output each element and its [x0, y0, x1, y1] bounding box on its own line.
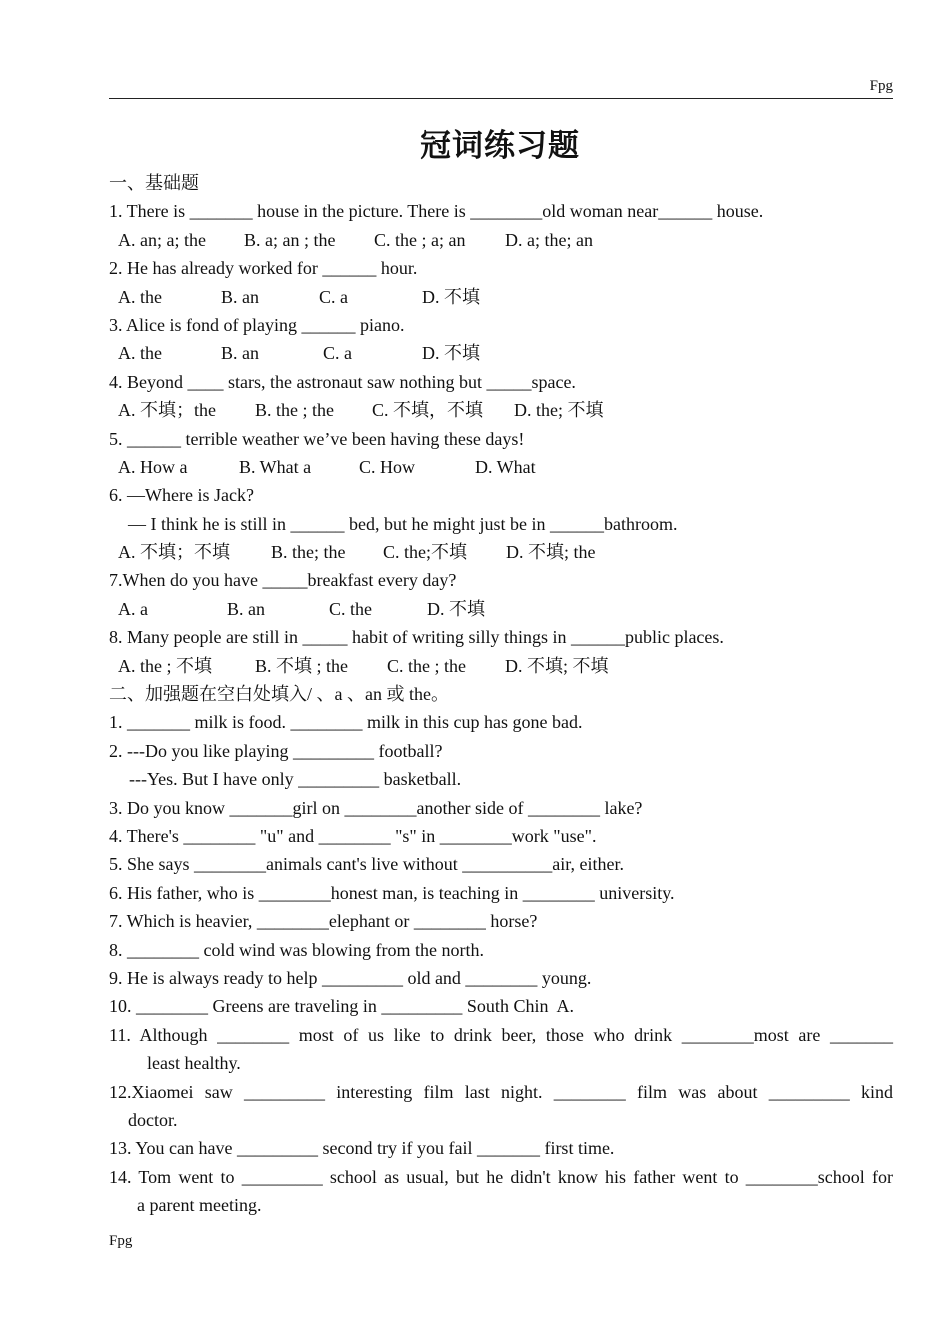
exercise-line: 8. ________ cold wind was blowing from the north. [109, 939, 484, 960]
header-text: Fpg [869, 78, 893, 94]
question-3-options [109, 339, 893, 367]
option-a: A. 不填；不填 [118, 542, 230, 563]
option-a: A. the ; 不填 [118, 655, 212, 676]
option-c: C. the ; the [387, 655, 466, 676]
option-a: A. How a [118, 456, 188, 477]
option-b: B. 不填 ; the [255, 655, 348, 676]
exercise-line: 10. ________ Greens are traveling in _________ South Chin A. [109, 996, 574, 1017]
exercise-line: 7. Which is heavier, ________elephant or ________ horse? [109, 911, 538, 932]
exercise-line: 4. There's ________ "u" and ________ "s" in ________work "use". [109, 825, 597, 846]
option-d: D. a; the; an [505, 229, 593, 250]
question-3-stem: 3. Alice is fond of playing ______ piano. [109, 314, 405, 335]
exercise-line: 14. Tom went to _________ school as usual, but he didn't know his father went to ________school for [109, 1166, 893, 1187]
question-6-options [109, 538, 893, 566]
exercise-line: 13. You can have _________ second try if you fail _______ first time. [109, 1138, 615, 1159]
question-6-stem-reply: — I think he is still in ______ bed, but he might just be in ______bathroom. [128, 513, 678, 534]
option-c: C. the;不填 [383, 542, 467, 563]
exercise-line: 6. His father, who is ________honest man, is teaching in ________ university. [109, 882, 675, 903]
question-2-options [109, 283, 893, 311]
document-title: 冠词练习题 [420, 128, 580, 164]
option-d: D. 不填 [422, 286, 480, 307]
option-a: A. the [118, 286, 162, 307]
option-b: B. an [221, 286, 259, 307]
question-7-options [109, 595, 893, 623]
page-header [109, 76, 893, 99]
option-c: C. a [323, 343, 352, 364]
question-4-options [109, 396, 893, 424]
option-a: A. 不填；the [118, 400, 216, 421]
option-d: D. the; 不填 [514, 400, 604, 421]
question-1-stem: 1. There is _______ house in the picture. There is ________old woman near______ house. [109, 201, 764, 222]
option-c: C. 不填，不填 [372, 400, 484, 421]
question-8-stem: 8. Many people are still in _____ habit of writing silly things in ______public places. [109, 627, 724, 648]
option-c: C. How [359, 456, 416, 477]
option-a: A. the [118, 343, 162, 364]
option-d: D. 不填; the [506, 542, 596, 563]
exercise-line: 1. _______ milk is food. ________ milk in this cup has gone bad. [109, 712, 583, 733]
option-d: D. 不填 [427, 598, 485, 619]
option-c: C. the ; a; an [374, 229, 466, 250]
option-d: D. 不填; 不填 [505, 655, 609, 676]
question-4-stem: 4. Beyond ____ stars, the astronaut saw nothing but _____space. [109, 371, 576, 392]
question-8-options [109, 652, 893, 680]
document-body [109, 169, 893, 1219]
question-5-stem: 5. ______ terrible weather we’ve been having these days! [109, 428, 525, 449]
question-1-options [109, 226, 893, 254]
option-c: C. a [319, 286, 348, 307]
exercise-line-continued: a parent meeting. [137, 1195, 262, 1216]
option-a: A. an; a; the [118, 229, 206, 250]
exercise-line: 2. ---Do you like playing _________ football? [109, 740, 443, 761]
section-1-heading: 一、基础题 [109, 173, 199, 193]
page-footer: Fpg [109, 1233, 133, 1249]
exercise-line: 5. She says ________animals cant's live without __________air, either. [109, 854, 624, 875]
option-c: C. the [329, 598, 372, 619]
option-b: B. What a [239, 456, 312, 477]
exercise-line: 11. Although ________ most of us like to drink beer, those who drink ________most are _______ [109, 1024, 893, 1045]
option-b: B. a; an ; the [244, 229, 336, 250]
question-5-options [109, 453, 893, 481]
question-6-stem: 6. —Where is Jack? [109, 485, 254, 506]
option-d: D. What [475, 456, 536, 477]
option-b: B. the; the [271, 542, 346, 563]
option-b: B. an [227, 598, 265, 619]
exercise-line: 12.Xiaomei saw _________ interesting film last night. ________ film was about _________ kind [109, 1081, 893, 1102]
option-b: B. an [221, 343, 259, 364]
question-2-stem: 2. He has already worked for ______ hour. [109, 258, 418, 279]
exercise-line-continued: doctor. [128, 1109, 178, 1130]
section-2-heading: 二、加强题在空白处填入/ 、a 、an 或 the。 [109, 684, 449, 705]
exercise-line: 3. Do you know _______girl on ________another side of ________ lake? [109, 797, 643, 818]
exercise-line: 9. He is always ready to help _________ old and ________ young. [109, 967, 592, 988]
question-7-stem: 7.When do you have _____breakfast every day? [109, 570, 457, 591]
option-d: D. 不填 [422, 343, 480, 364]
exercise-line-continued: least healthy. [147, 1053, 241, 1074]
option-b: B. the ; the [255, 400, 334, 421]
option-a: A. a [118, 598, 148, 619]
exercise-line: ---Yes. But I have only _________ basketball. [129, 769, 462, 790]
